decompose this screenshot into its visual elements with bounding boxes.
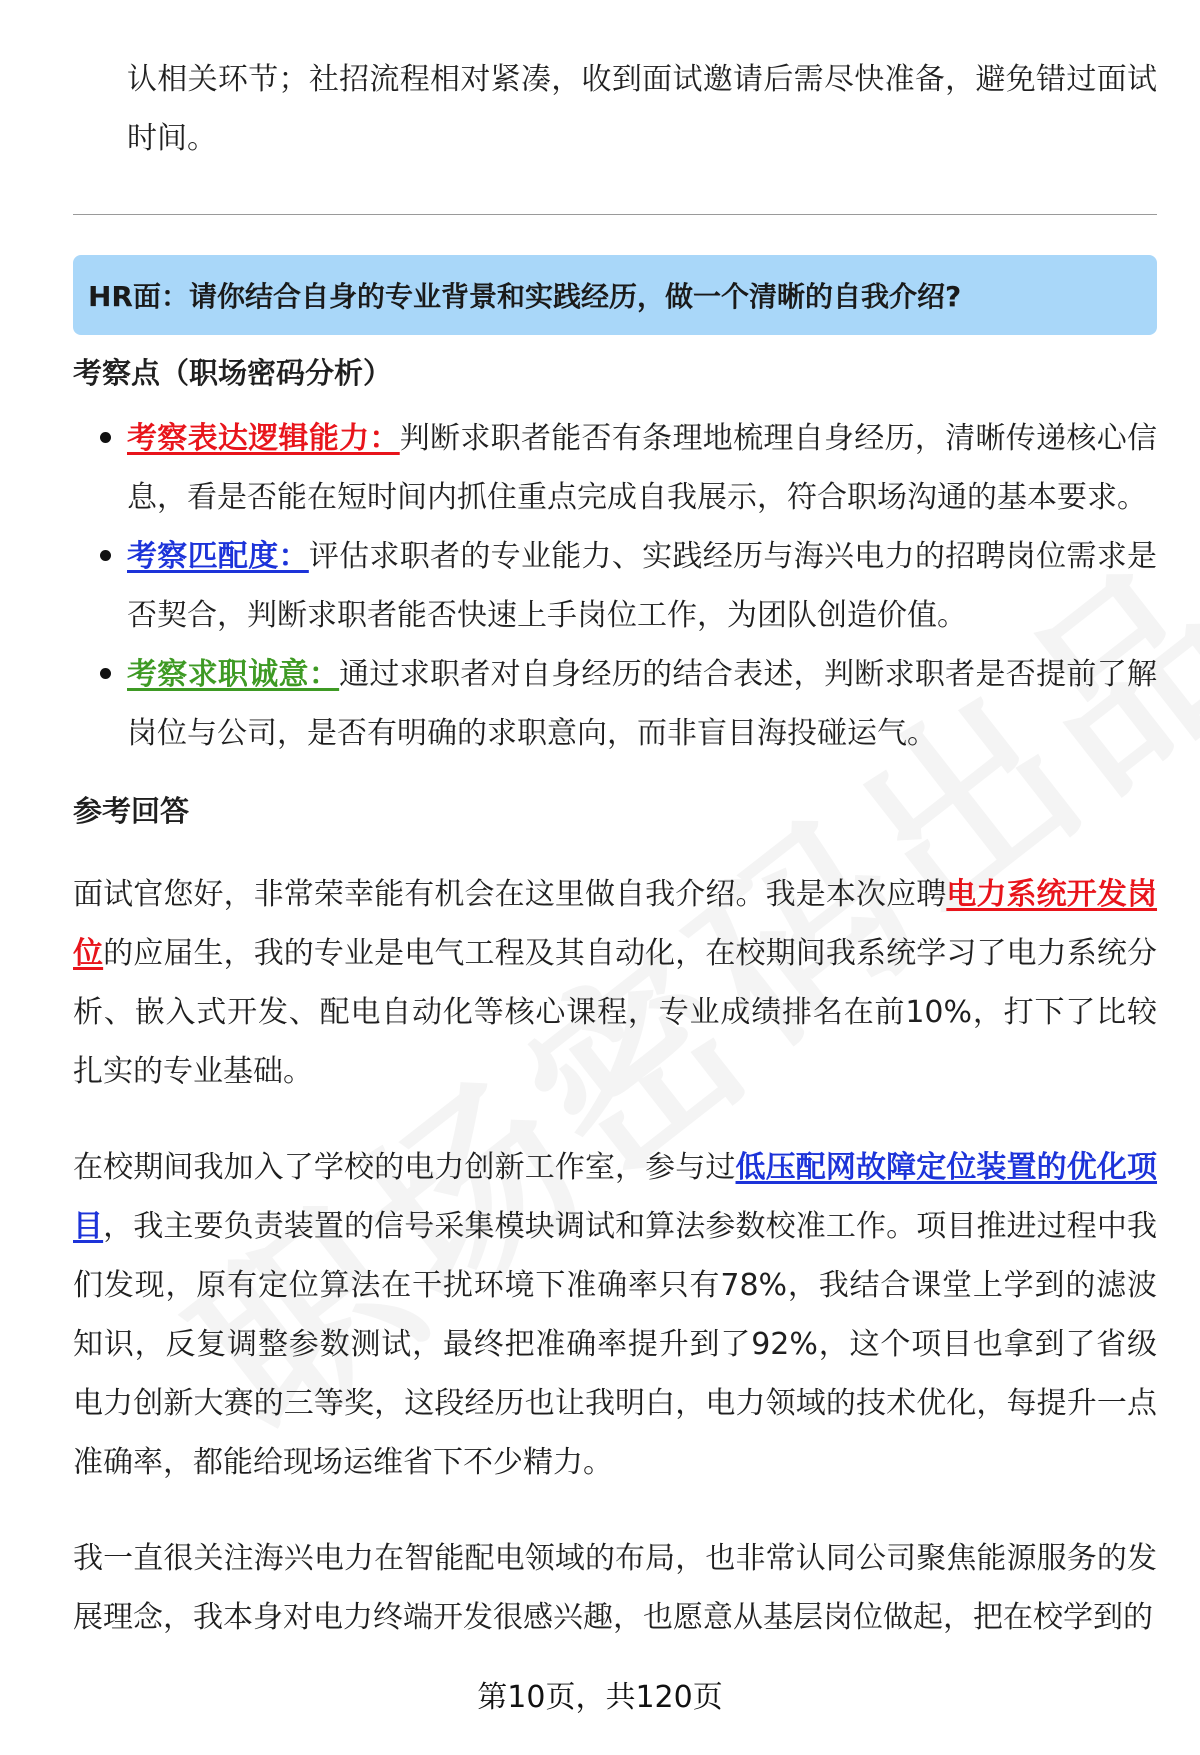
- paragraph-highlight: 电力系统开发岗位: [73, 877, 1158, 971]
- paragraph-text: 在校期间我加入了学校的电力创新工作室，参与过: [73, 1150, 736, 1185]
- paragraph-text: 我一直很关注海兴电力在智能配电领域的布局，也非常认同公司聚焦能源服务的发展理念，我本身对电力终端开发很感兴趣，也愿意从基层岗位做起，把在校学到的: [73, 1541, 1157, 1635]
- assessment-point: [73, 527, 1157, 645]
- section-divider: [73, 214, 1157, 215]
- paragraph-text: 面试官您好，非常荣幸能有机会在这里做自我介绍。我是本次应聘: [73, 877, 947, 912]
- point-label: 考察匹配度：: [127, 539, 309, 574]
- intro-continuation: 认相关环节；社招流程相对紧凑，收到面试邀请后需尽快准备，避免错过面试时间。: [127, 62, 1157, 156]
- point-label: 考察求职诚意：: [127, 657, 340, 692]
- assessment-point: [73, 409, 1157, 527]
- page-footer: 第10页，共120页: [477, 1680, 723, 1715]
- bullet-icon: [100, 550, 111, 561]
- document-page: [73, 0, 1157, 1647]
- paragraph-highlight: 低压配网故障定位装置的优化项目: [73, 1150, 1158, 1244]
- paragraph-text: 的应届生，我的专业是电气工程及其自动化，在校期间我系统学习了电力系统分析、嵌入式开发、配电自动化等核心课程，专业成绩排名在前10%，打下了比较扎实的专业基础。: [73, 936, 1158, 1089]
- paragraph-text: ，我主要负责装置的信号采集模块调试和算法参数校准工作。项目推进过程中我们发现，原有定位算法在干扰环境下准确率只有78%，我结合课堂上学到的滤波知识，反复调整参数测试，最终把准确率提升到了92%，这个项目也拿到了省级电力创新大赛的三等奖，这段经历也让我明白，电力领域的技术优化，每提升一点准确率，都能给现场运维省下不少精力。: [73, 1209, 1158, 1480]
- assessment-points: [73, 409, 1157, 763]
- answer-paragraph: [73, 1529, 1157, 1647]
- point-label: 考察表达逻辑能力：: [127, 421, 400, 456]
- question-banner: HR面：请你结合自身的专业背景和实践经历，做一个清晰的自我介绍?: [73, 255, 1157, 335]
- answer-paragraph: [73, 865, 1157, 1101]
- point-text: 评估求职者的专业能力、实践经历与海兴电力的招聘岗位需求是否契合，判断求职者能否快速上手岗位工作，为团队创造价值。: [127, 539, 1158, 633]
- point-text: 通过求职者对自身经历的结合表述，判断求职者是否提前了解岗位与公司，是否有明确的求职意向，而非盲目海投碰运气。: [127, 657, 1158, 751]
- assessment-point: [73, 645, 1157, 763]
- bullet-icon: [100, 668, 111, 679]
- bullet-icon: [100, 432, 111, 443]
- assessment-title: 考察点（职场密码分析）: [73, 356, 393, 390]
- point-text: 判断求职者能否有条理地梳理自身经历，清晰传递核心信息，看是否能在短时间内抓住重点完成自我展示，符合职场沟通的基本要求。: [127, 421, 1158, 515]
- answer-paragraph: [73, 1138, 1157, 1492]
- answer-title: 参考回答: [73, 794, 190, 828]
